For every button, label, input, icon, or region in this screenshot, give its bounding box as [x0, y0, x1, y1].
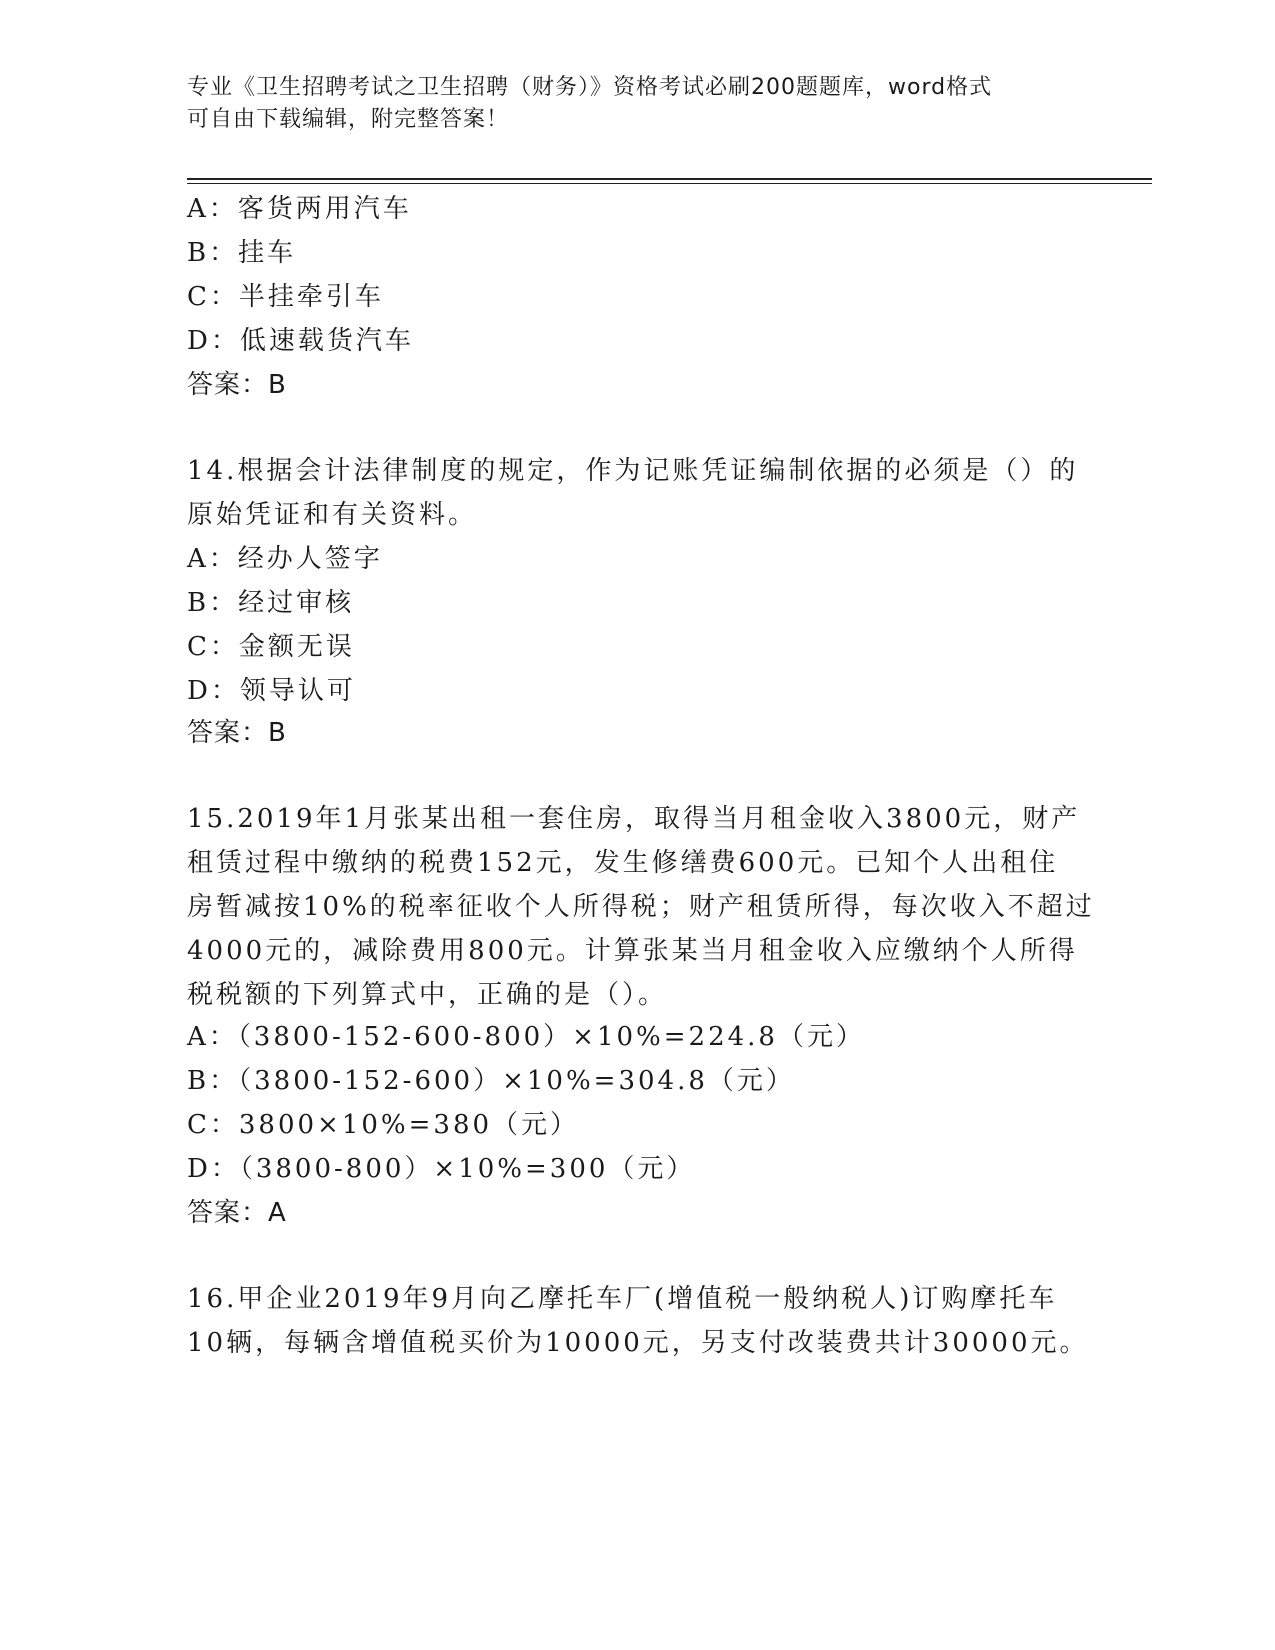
header-line-1: 专业《卫生招聘考试之卫生招聘（财务）》资格考试必刷200题题库，word格式	[187, 75, 993, 100]
q16-stem-line-2: 10辆，每辆含增值税买价为10000元，另支付改装费共计30000元。	[187, 1328, 1089, 1358]
q15-option-b: B：（3800-152-600）×10%=304.8（元）	[187, 1066, 795, 1096]
q15-stem-line-2: 租赁过程中缴纳的税费152元，发生修缮费600元。已知个人出租住	[187, 848, 1059, 878]
q15-option-a: A：（3800-152-600-800）×10%=224.8（元）	[187, 1022, 865, 1052]
q14-option-a: A：经办人签字	[187, 544, 383, 574]
q14-option-c: C：金额无误	[187, 632, 355, 662]
q16-stem-line-1: 16.甲企业2019年9月向乙摩托车厂(增值税一般纳税人)订购摩托车	[187, 1284, 1058, 1314]
q13-answer: 答案：B	[187, 370, 287, 400]
q14-option-d: D：领导认可	[187, 676, 356, 706]
q15-stem-line-4: 4000元的，减除费用800元。计算张某当月租金收入应缴纳个人所得	[187, 936, 1078, 966]
q13-option-d: D：低速载货汽车	[187, 326, 414, 356]
q15-stem-line-1: 15.2019年1月张某出租一套住房，取得当月租金收入3800元，财产	[187, 804, 1081, 834]
q14-option-b: B：经过审核	[187, 588, 355, 618]
q13-option-b: B：挂车	[187, 238, 297, 268]
header-rule-thick	[187, 178, 1152, 180]
q15-option-d: D：（3800-800）×10%=300（元）	[187, 1154, 696, 1184]
header-line-2: 可自由下载编辑，附完整答案！	[187, 107, 510, 132]
header-rule-thin	[187, 183, 1152, 184]
q15-option-c: C：3800×10%=380（元）	[187, 1110, 580, 1140]
page-header	[187, 72, 1067, 136]
q14-answer: 答案：B	[187, 718, 287, 748]
q14-stem-line-2: 原始凭证和有关资料。	[187, 500, 478, 530]
q15-stem-line-3: 房暂减按10%的税率征收个人所得税；财产租赁所得，每次收入不超过	[187, 892, 1095, 922]
q15-stem-line-5: 税税额的下列算式中，正确的是（）。	[187, 980, 668, 1010]
q13-option-c: C：半挂牵引车	[187, 282, 384, 312]
q14-stem-line-1: 14.根据会计法律制度的规定，作为记账凭证编制依据的必须是（）的	[187, 456, 1079, 486]
q13-option-a: A：客货两用汽车	[187, 194, 412, 224]
q15-answer: 答案：A	[187, 1198, 287, 1228]
